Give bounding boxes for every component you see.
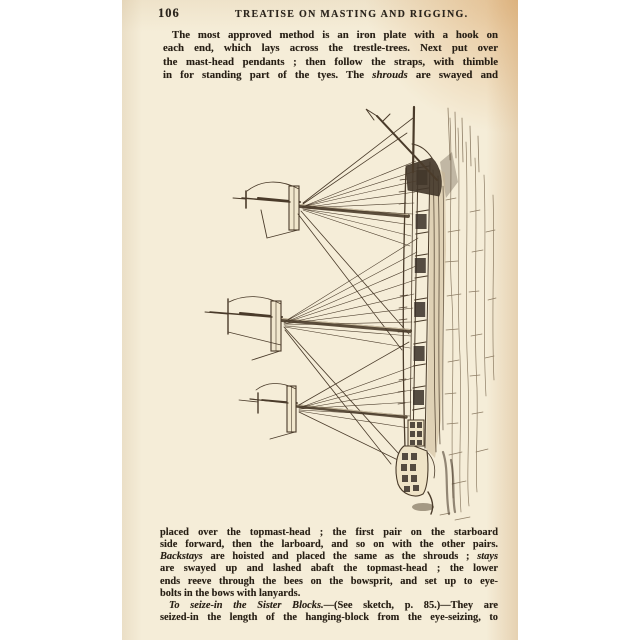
- text-line: The most approved method is an iron plate with a hook on: [172, 29, 498, 41]
- page-number: 106: [158, 6, 180, 20]
- stern-shadow: [412, 503, 434, 511]
- text-line: the mast-head pendants ; then follow the straps, with thimble: [163, 55, 498, 68]
- text-line: placed over the topmast-head ; the first pair on the starboard: [160, 527, 498, 538]
- text-line: each end, which lays across the trestle-trees. Next put over: [163, 42, 498, 55]
- text-line: are swayed up and lashed abaft the topmast-head ; the lower: [160, 563, 498, 575]
- text-line: side forward, then the larboard, and so on with the other pairs.: [160, 539, 498, 551]
- mainmast: [205, 238, 418, 464]
- text-line: in for standing part of the tyes. The shrouds are swayed and: [163, 69, 498, 82]
- text-line: bolts in the bows with lanyards.: [160, 587, 301, 599]
- text-line: To seize-in the Sister Blocks.—(See sketch, p. 85.)—They are: [169, 599, 499, 611]
- bow-and-bowsprit: [366, 107, 441, 196]
- text-line: seized-in the length of the hanging-block from the eye-seizing, to: [160, 612, 498, 624]
- text-line: ends reeve through the bees on the bowsprit, and set up to eye-: [160, 575, 498, 587]
- mizzenmast: [239, 342, 414, 462]
- hull: [398, 162, 446, 458]
- stern-wash: [443, 452, 455, 514]
- text-line: Backstays are hoisted and placed the same as the shrouds ; stays: [160, 551, 498, 563]
- running-title: TREATISE ON MASTING AND RIGGING.: [235, 9, 469, 20]
